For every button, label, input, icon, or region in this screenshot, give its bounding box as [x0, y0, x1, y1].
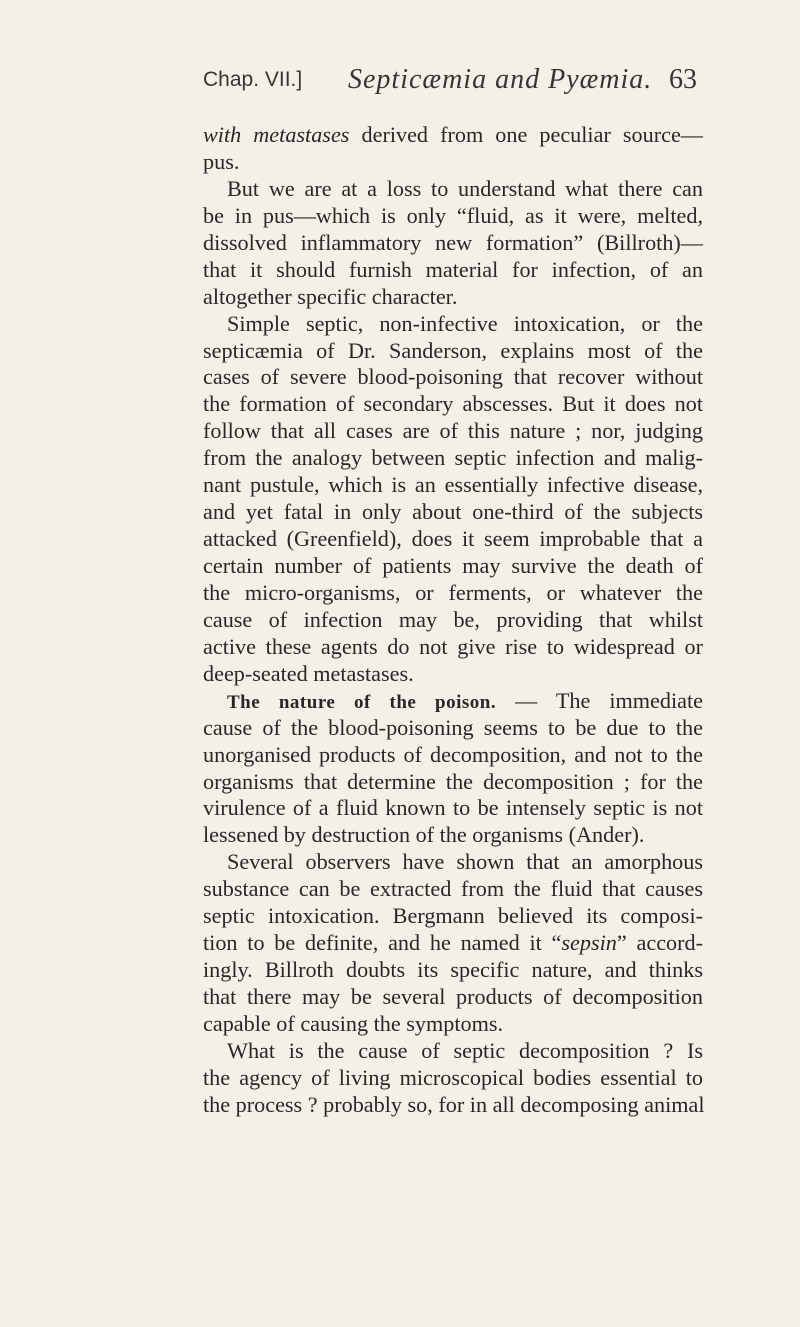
text-segment: ” accord-: [616, 930, 704, 956]
text-line: the process ? probably so, for in all decomposing animal: [203, 1091, 705, 1117]
text-line: pus.: [203, 148, 240, 174]
text-line: capable of causing the symptoms.: [203, 1010, 504, 1036]
italic-phrase: with metastases: [203, 122, 350, 147]
text-line: [203, 122, 703, 149]
text-segment: — The immediate: [496, 687, 703, 713]
text-line: What is the cause of septic decomposition ? Is: [227, 1037, 703, 1063]
text-line: substance can be extracted from the fluid that causes: [203, 876, 703, 902]
text-line: the micro-organisms, or ferments, or whatever the: [203, 579, 703, 605]
text-line: septic intoxication. Bergmann believed its composi-: [203, 903, 703, 929]
text-line: [203, 930, 703, 957]
text-line: cause of infection may be, providing that whilst: [203, 606, 703, 632]
text-segment: derived from one peculiar source—: [349, 122, 703, 147]
text-line: the formation of secondary abscesses. But it does not: [203, 391, 703, 417]
text-line: from the analogy between septic infection and malig-: [203, 445, 703, 471]
text-line: nant pustule, which is an essentially infective disease,: [203, 472, 703, 498]
text-line: Several observers have shown that an amorphous: [227, 849, 703, 875]
text-line: cause of the blood-poisoning seems to be due to the: [203, 714, 703, 740]
text-line: attacked (Greenfield), does it seem improbable that a: [203, 526, 703, 552]
body-text: [203, 122, 703, 1119]
text-line: ingly. Billroth doubts its specific nature, and thinks: [203, 957, 703, 983]
text-line: certain number of patients may survive the death of: [203, 553, 703, 578]
text-line: be in pus—which is only “fluid, as it were, melted,: [203, 202, 703, 228]
text-line: lessened by destruction of the organisms (Ander).: [203, 822, 645, 848]
text-line: deep-seated metastases.: [203, 660, 414, 686]
text-line: and yet fatal in only about one-third of the subjects: [203, 499, 703, 525]
text-line: But we are at a loss to understand what there can: [227, 175, 703, 201]
text-line: active these agents do not give rise to widespread or: [203, 633, 703, 659]
text-line: the agency of living microscopical bodies essential to: [203, 1064, 703, 1090]
text-line: organisms that determine the decomposition ; for the: [203, 768, 703, 794]
running-head: [203, 64, 703, 108]
text-line: septicæmia of Dr. Sanderson, explains most of the: [203, 337, 703, 363]
section-heading: The nature of the poison.: [227, 691, 497, 713]
text-line: [203, 688, 703, 715]
text-line: altogether specific character.: [203, 283, 458, 309]
text-segment: tion to be definite, and he named it “: [203, 930, 562, 956]
text-line: follow that all cases are of this nature ; nor, judging: [203, 418, 703, 444]
italic-term: sepsin: [561, 930, 617, 956]
text-line: that it should furnish material for infection, of an: [203, 256, 703, 282]
chapter-label: Chap. VII.]: [203, 68, 303, 91]
text-line: unorganised products of decomposition, and not to the: [203, 741, 703, 767]
text-line: cases of severe blood-poisoning that recover without: [203, 364, 703, 390]
text-line: virulence of a fluid known to be intensely septic is not: [203, 795, 703, 821]
text-line: Simple septic, non-infective intoxication, or the: [227, 310, 703, 336]
text-line: dissolved inflammatory new formation” (Billroth)—: [203, 229, 703, 255]
text-line: that there may be several products of decomposition: [203, 984, 703, 1009]
running-title: Septicæmia and Pyæmia.: [348, 64, 653, 95]
page-number: 63: [669, 64, 697, 95]
